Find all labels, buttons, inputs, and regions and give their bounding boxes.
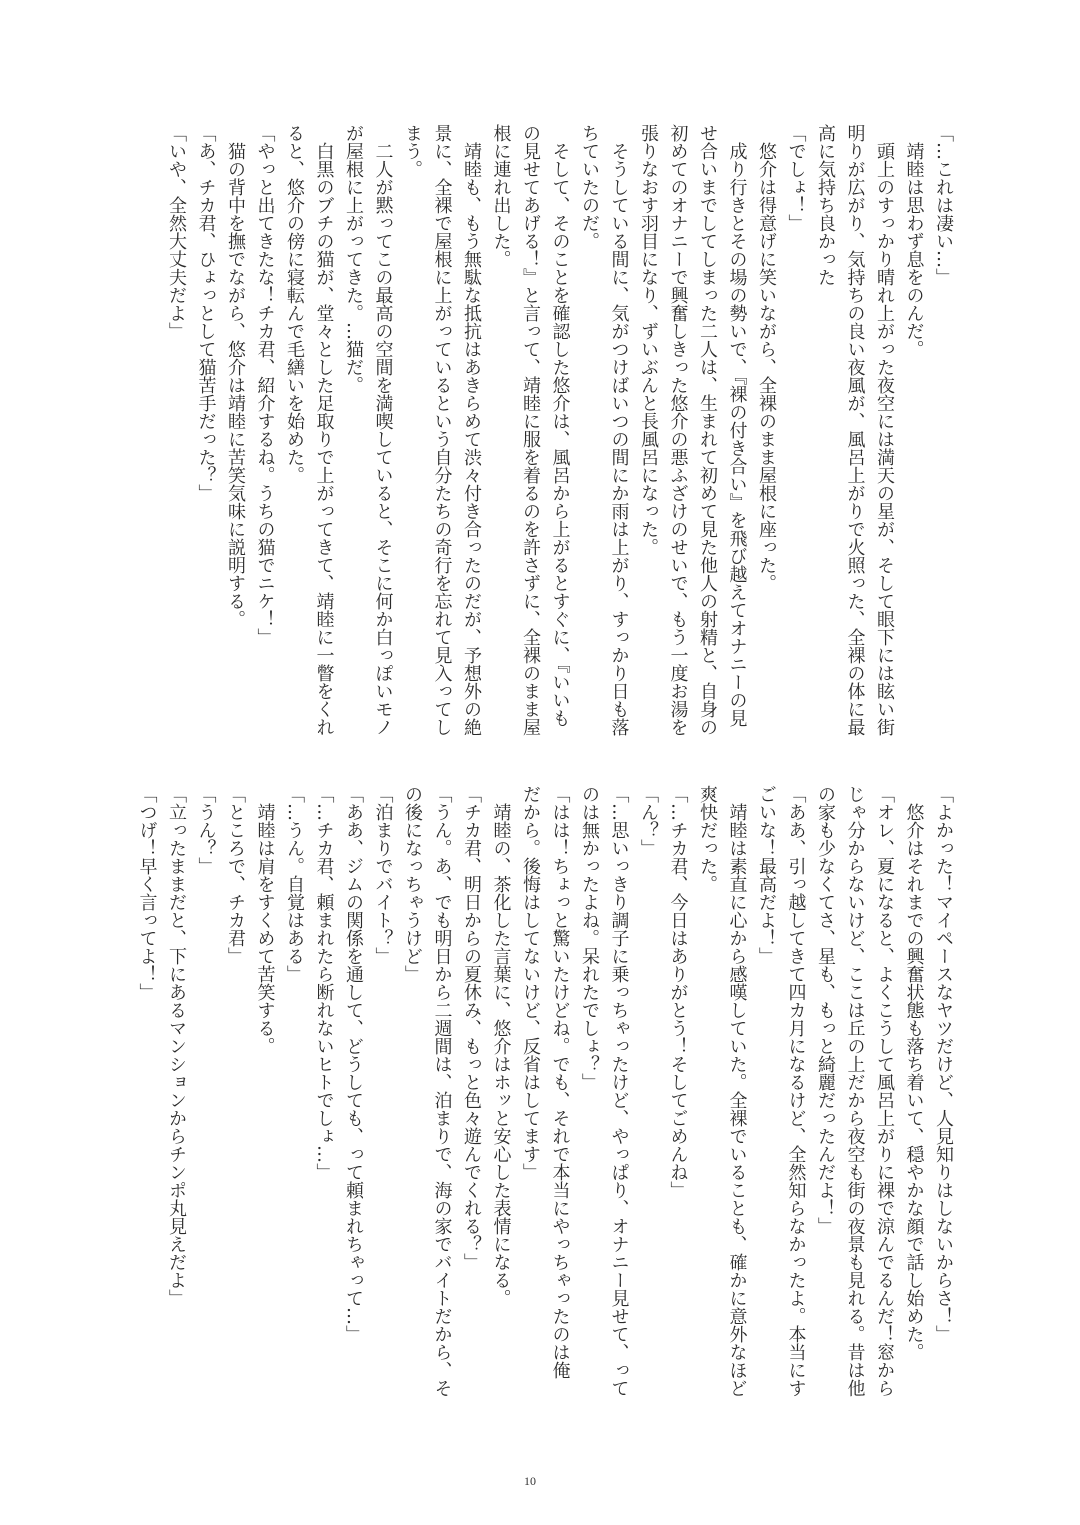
text-line: 靖睦は素直に心から感嘆していた。全裸でいることも、確かに意外なほど xyxy=(726,803,748,1397)
text-line: 景に、全裸で屋根に上がっているという自分たちの奇行を忘れて見入ってし xyxy=(431,124,453,736)
text-line: そして、そのことを確認した悠介は、風呂から上がるとすぐに、『いいも xyxy=(549,142,571,727)
text-line: 靖睦は肩をすくめて苦笑する。 xyxy=(254,803,276,1055)
text-line: 成り行きとその場の勢いで、『裸の付き合い』を飛び越えてオナニーの見 xyxy=(726,142,748,727)
text-line: 「ああ、ジムの関係を通して、どうしても、って頼まれちゃって…」 xyxy=(343,785,364,1343)
text-line: 高に気持ち良かった xyxy=(815,124,836,286)
text-line: 「…これは凄い…」 xyxy=(933,124,954,286)
text-line: ちていたのだ。 xyxy=(579,124,600,250)
text-line: 頭上のすっかり晴れ上がった夜空には満天の星が、そして眼下には眩い街 xyxy=(874,142,895,736)
text-line: 猫の背中を撫でながら、悠介は靖睦に苦笑気味に説明する。 xyxy=(225,142,246,628)
text-block-upper xyxy=(162,124,959,736)
text-line: 「立ったままだと、下にあるマンションからチンポ丸見えだよ」 xyxy=(166,785,187,1307)
text-line: ごいな！最高だよ！」 xyxy=(756,785,777,965)
text-line: 靖睦も、もう無駄な抵抗はあきらめて渋々付き合ったのだが、予想外の絶 xyxy=(461,142,482,736)
text-line: 「うん。あ、でも明日から二週間は、泊まりで、海の家でバイトだから、そ xyxy=(431,785,453,1397)
text-block-lower xyxy=(132,785,958,1397)
text-line: 「オレ、夏になると、よくこうして風呂上がりに裸で涼んでるんだ！窓から xyxy=(874,785,895,1397)
text-line: 「よかった！マイペースなヤツだけど、人見知りはしないからさ！」 xyxy=(933,785,954,1343)
text-line: 「つげ！早く言ってよ！」 xyxy=(136,785,158,1001)
text-line: 靖睦の、茶化した言葉に、悠介はホッと安心した表情になる。 xyxy=(490,803,512,1307)
text-line: 「泊まりでバイト？」 xyxy=(372,785,394,965)
text-line: そうしている間に、気がつけばいつの間にか雨は上がり、すっかり日も落 xyxy=(608,142,630,736)
text-line: のは無かったよね。呆れたでしょ？」 xyxy=(579,785,600,1091)
text-line: まう。 xyxy=(402,124,423,178)
text-line: 根に連れ出した。 xyxy=(490,124,512,268)
text-line: 「…うん。自覚はある」 xyxy=(284,785,305,983)
text-line: 「…チカ君、頼まれたら断れないヒトでしょ…」 xyxy=(313,785,335,1181)
page-number: 10 xyxy=(524,1474,536,1488)
text-line: 靖睦は思わず息をのんだ。 xyxy=(903,142,925,358)
text-line: 二人が黙ってこの最高の空間を満喫していると、そこに何か白っぽいモノ xyxy=(372,142,394,736)
text-line: 「チカ君、明日からの夏休み、もっと色々遊んでくれる？」 xyxy=(461,785,482,1271)
text-line: 「はは！ちょっと驚いたけどね。でも、それで本当にやっちゃったのは俺 xyxy=(549,785,571,1379)
text-line: 「ところで、チカ君」 xyxy=(225,785,246,965)
text-line: じゃ分からないけど、ここは丘の上だから夜空も街の夜景も見れる。昔は他 xyxy=(844,785,866,1397)
text-line: 白黒のブチの猫が、堂々とした足取りで上がってきて、靖睦に一瞥をくれ xyxy=(313,142,335,736)
text-line: 「うん？」 xyxy=(195,785,217,875)
text-line: 「あ、チカ君、ひょっとして猫苦手だった？」 xyxy=(195,124,217,502)
text-line: が屋根に上がってきた。…猫だ。 xyxy=(343,124,364,394)
text-line: 「やっと出てきたな！チカ君、紹介するね。うちの猫でニケ！」 xyxy=(254,124,276,646)
text-line: 明りが広がり、気持ちの良い夜風が、風呂上がりで火照った、全裸の体に最 xyxy=(844,124,866,736)
text-line: 爽快だった。 xyxy=(697,785,718,893)
text-line: 「ああ、引っ越してきて四カ月になるけど、全然知らなかったよ。本当にす xyxy=(785,785,807,1397)
text-line: 「…チカ君、今日はありがとう！そしてごめんね」 xyxy=(667,785,689,1199)
text-line: の後になっちゃうけど」 xyxy=(402,785,423,983)
text-line: ると、悠介の傍に寝転んで毛繕いを始めた。 xyxy=(284,124,305,484)
text-line: せ合いまでしてしまった二人は、生まれて初めて見た他人の射精と、自身の xyxy=(697,124,718,736)
text-line: 「ん？」 xyxy=(638,785,659,857)
text-line: 「いや、全然大丈夫だよ」 xyxy=(166,124,187,340)
text-line: 悠介はそれまでの興奮状態も落ち着いて、穏やかな顔で話し始めた。 xyxy=(903,803,925,1361)
text-line: 悠介は得意げに笑いながら、全裸のまま屋根に座った。 xyxy=(756,142,777,592)
text-line: の見せてあげる！』と言って、靖睦に服を着るのを許さずに、全裸のまま屋 xyxy=(520,124,541,736)
text-line: 「でしょ！」 xyxy=(785,124,807,232)
text-line: 初めてのオナニーで興奮しきった悠介の悪ふざけのせいで、もう一度お湯を xyxy=(667,124,689,736)
text-line: 張りなおす羽目になり、ずいぶんと長風呂になった。 xyxy=(638,124,659,556)
text-line: だから。後悔はしてないけど、反省はしてます」 xyxy=(520,785,541,1181)
text-line: の家も少なくてさ、星も、もっと綺麗だったんだよ！」 xyxy=(815,785,836,1235)
text-line: 「…思いっきり調子に乗っちゃったけど、やっぱり、オナニー見せて、って xyxy=(608,785,630,1397)
